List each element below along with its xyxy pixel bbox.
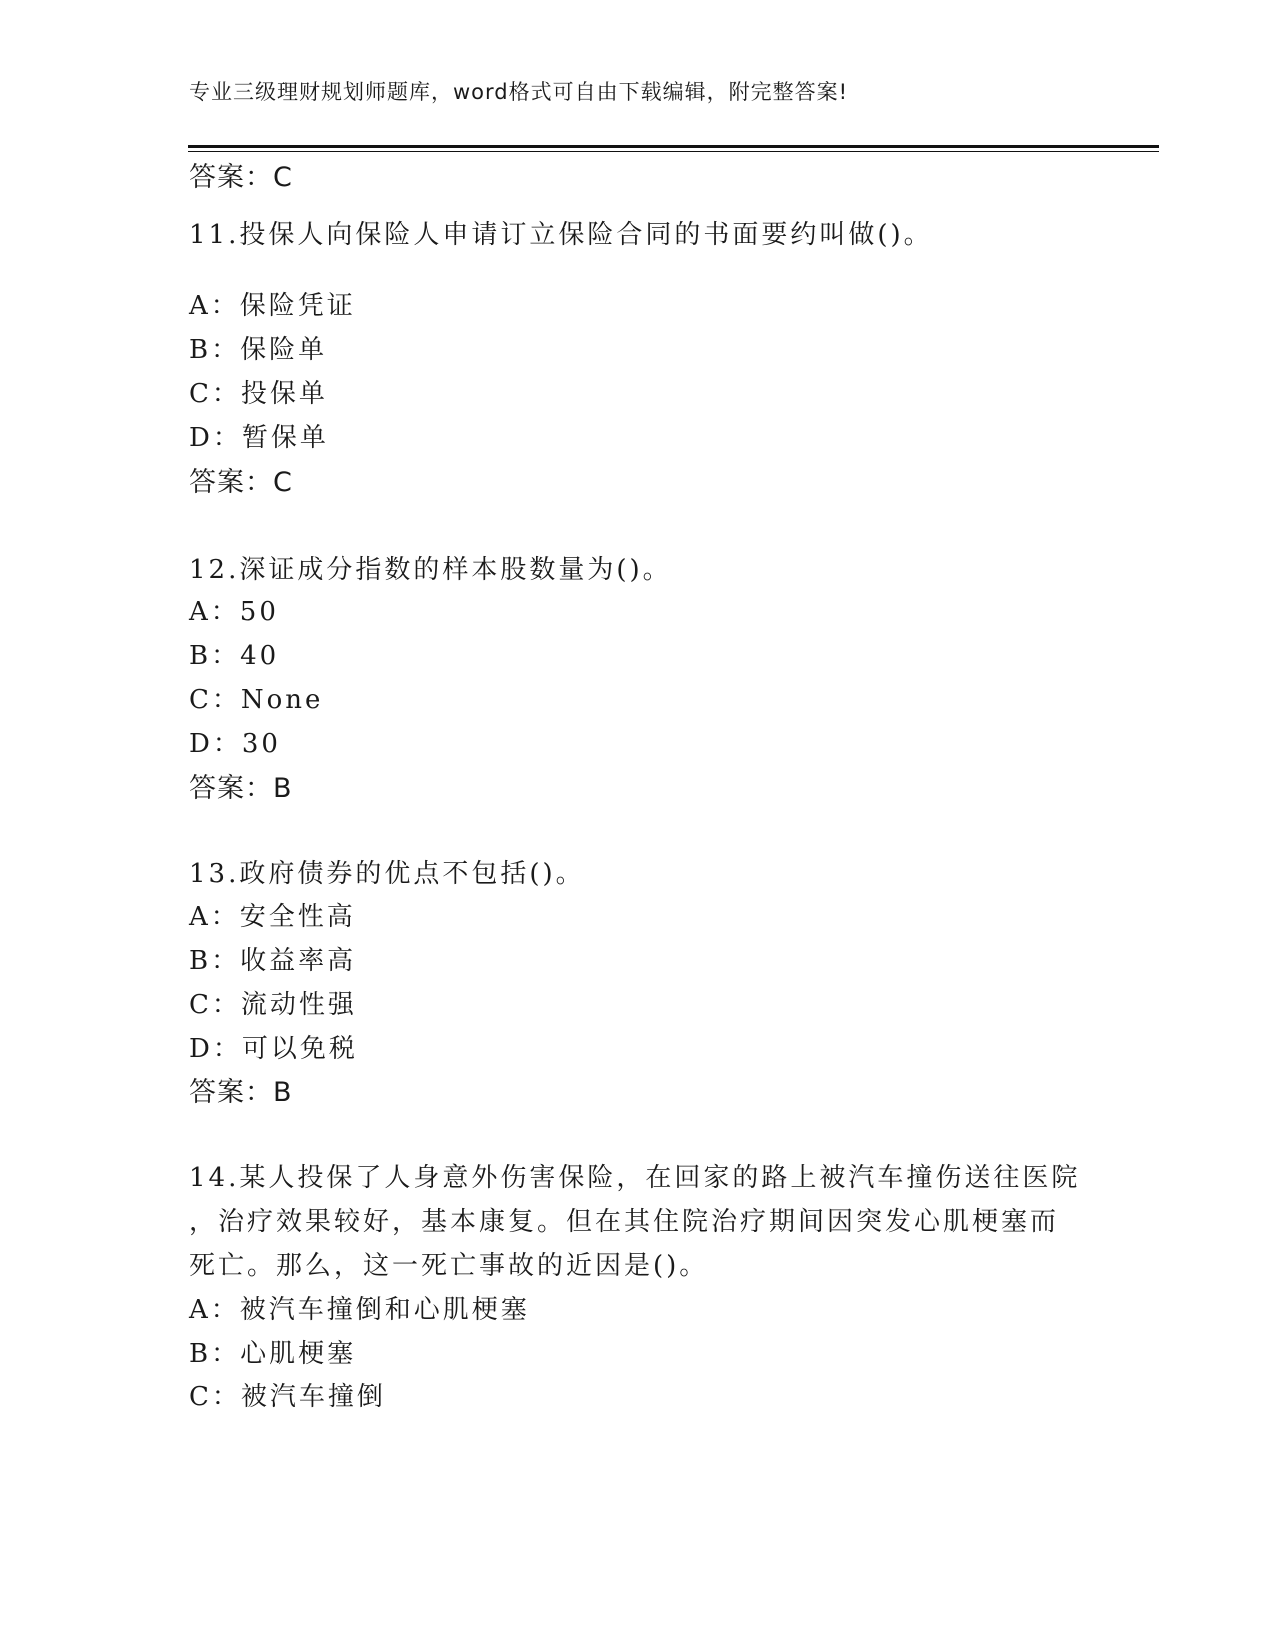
answer-12: 答案：B (189, 773, 293, 804)
question-13-option-c: C：流动性强 (189, 990, 357, 1020)
question-14-option-b: B：心肌梗塞 (189, 1339, 357, 1369)
question-12: 12.深证成分指数的样本股数量为()。 (189, 555, 672, 585)
question-12-option-a: A：50 (189, 597, 279, 627)
question-13: 13.政府债券的优点不包括()。 (189, 859, 585, 889)
answer-13: 答案：B (189, 1077, 293, 1108)
question-14-line-2: ，治疗效果较好，基本康复。但在其住院治疗期间因突发心肌梗塞而 (189, 1207, 1060, 1237)
header-rule-thin (188, 151, 1159, 152)
answer-11: 答案：C (189, 467, 293, 498)
question-14-option-c: C：被汽车撞倒 (189, 1382, 386, 1412)
question-14-line-1: 14.某人投保了人身意外伤害保险，在回家的路上被汽车撞伤送往医院 (189, 1163, 1081, 1193)
question-14-option-a: A：被汽车撞倒和心肌梗塞 (189, 1295, 530, 1325)
question-11-option-a: A：保险凭证 (189, 291, 356, 321)
page-header: 专业三级理财规划师题库，word格式可自由下载编辑，附完整答案! (189, 80, 849, 104)
question-13-option-d: D：可以免税 (189, 1034, 358, 1064)
header-rule (188, 145, 1159, 148)
question-13-option-a: A：安全性高 (189, 902, 356, 932)
question-14-line-3: 死亡。那么，这一死亡事故的近因是()。 (189, 1251, 709, 1281)
answer-10: 答案：C (189, 162, 293, 193)
question-12-option-d: D：30 (189, 729, 281, 759)
question-11-option-c: C：投保单 (189, 379, 328, 409)
question-11-option-b: B：保险单 (189, 335, 328, 365)
question-12-option-b: B：40 (189, 641, 280, 671)
question-13-option-b: B：收益率高 (189, 946, 357, 976)
question-11-option-d: D：暂保单 (189, 423, 329, 453)
question-12-option-c: C：None (189, 685, 324, 715)
question-11: 11.投保人向保险人申请订立保险合同的书面要约叫做()。 (189, 220, 933, 250)
